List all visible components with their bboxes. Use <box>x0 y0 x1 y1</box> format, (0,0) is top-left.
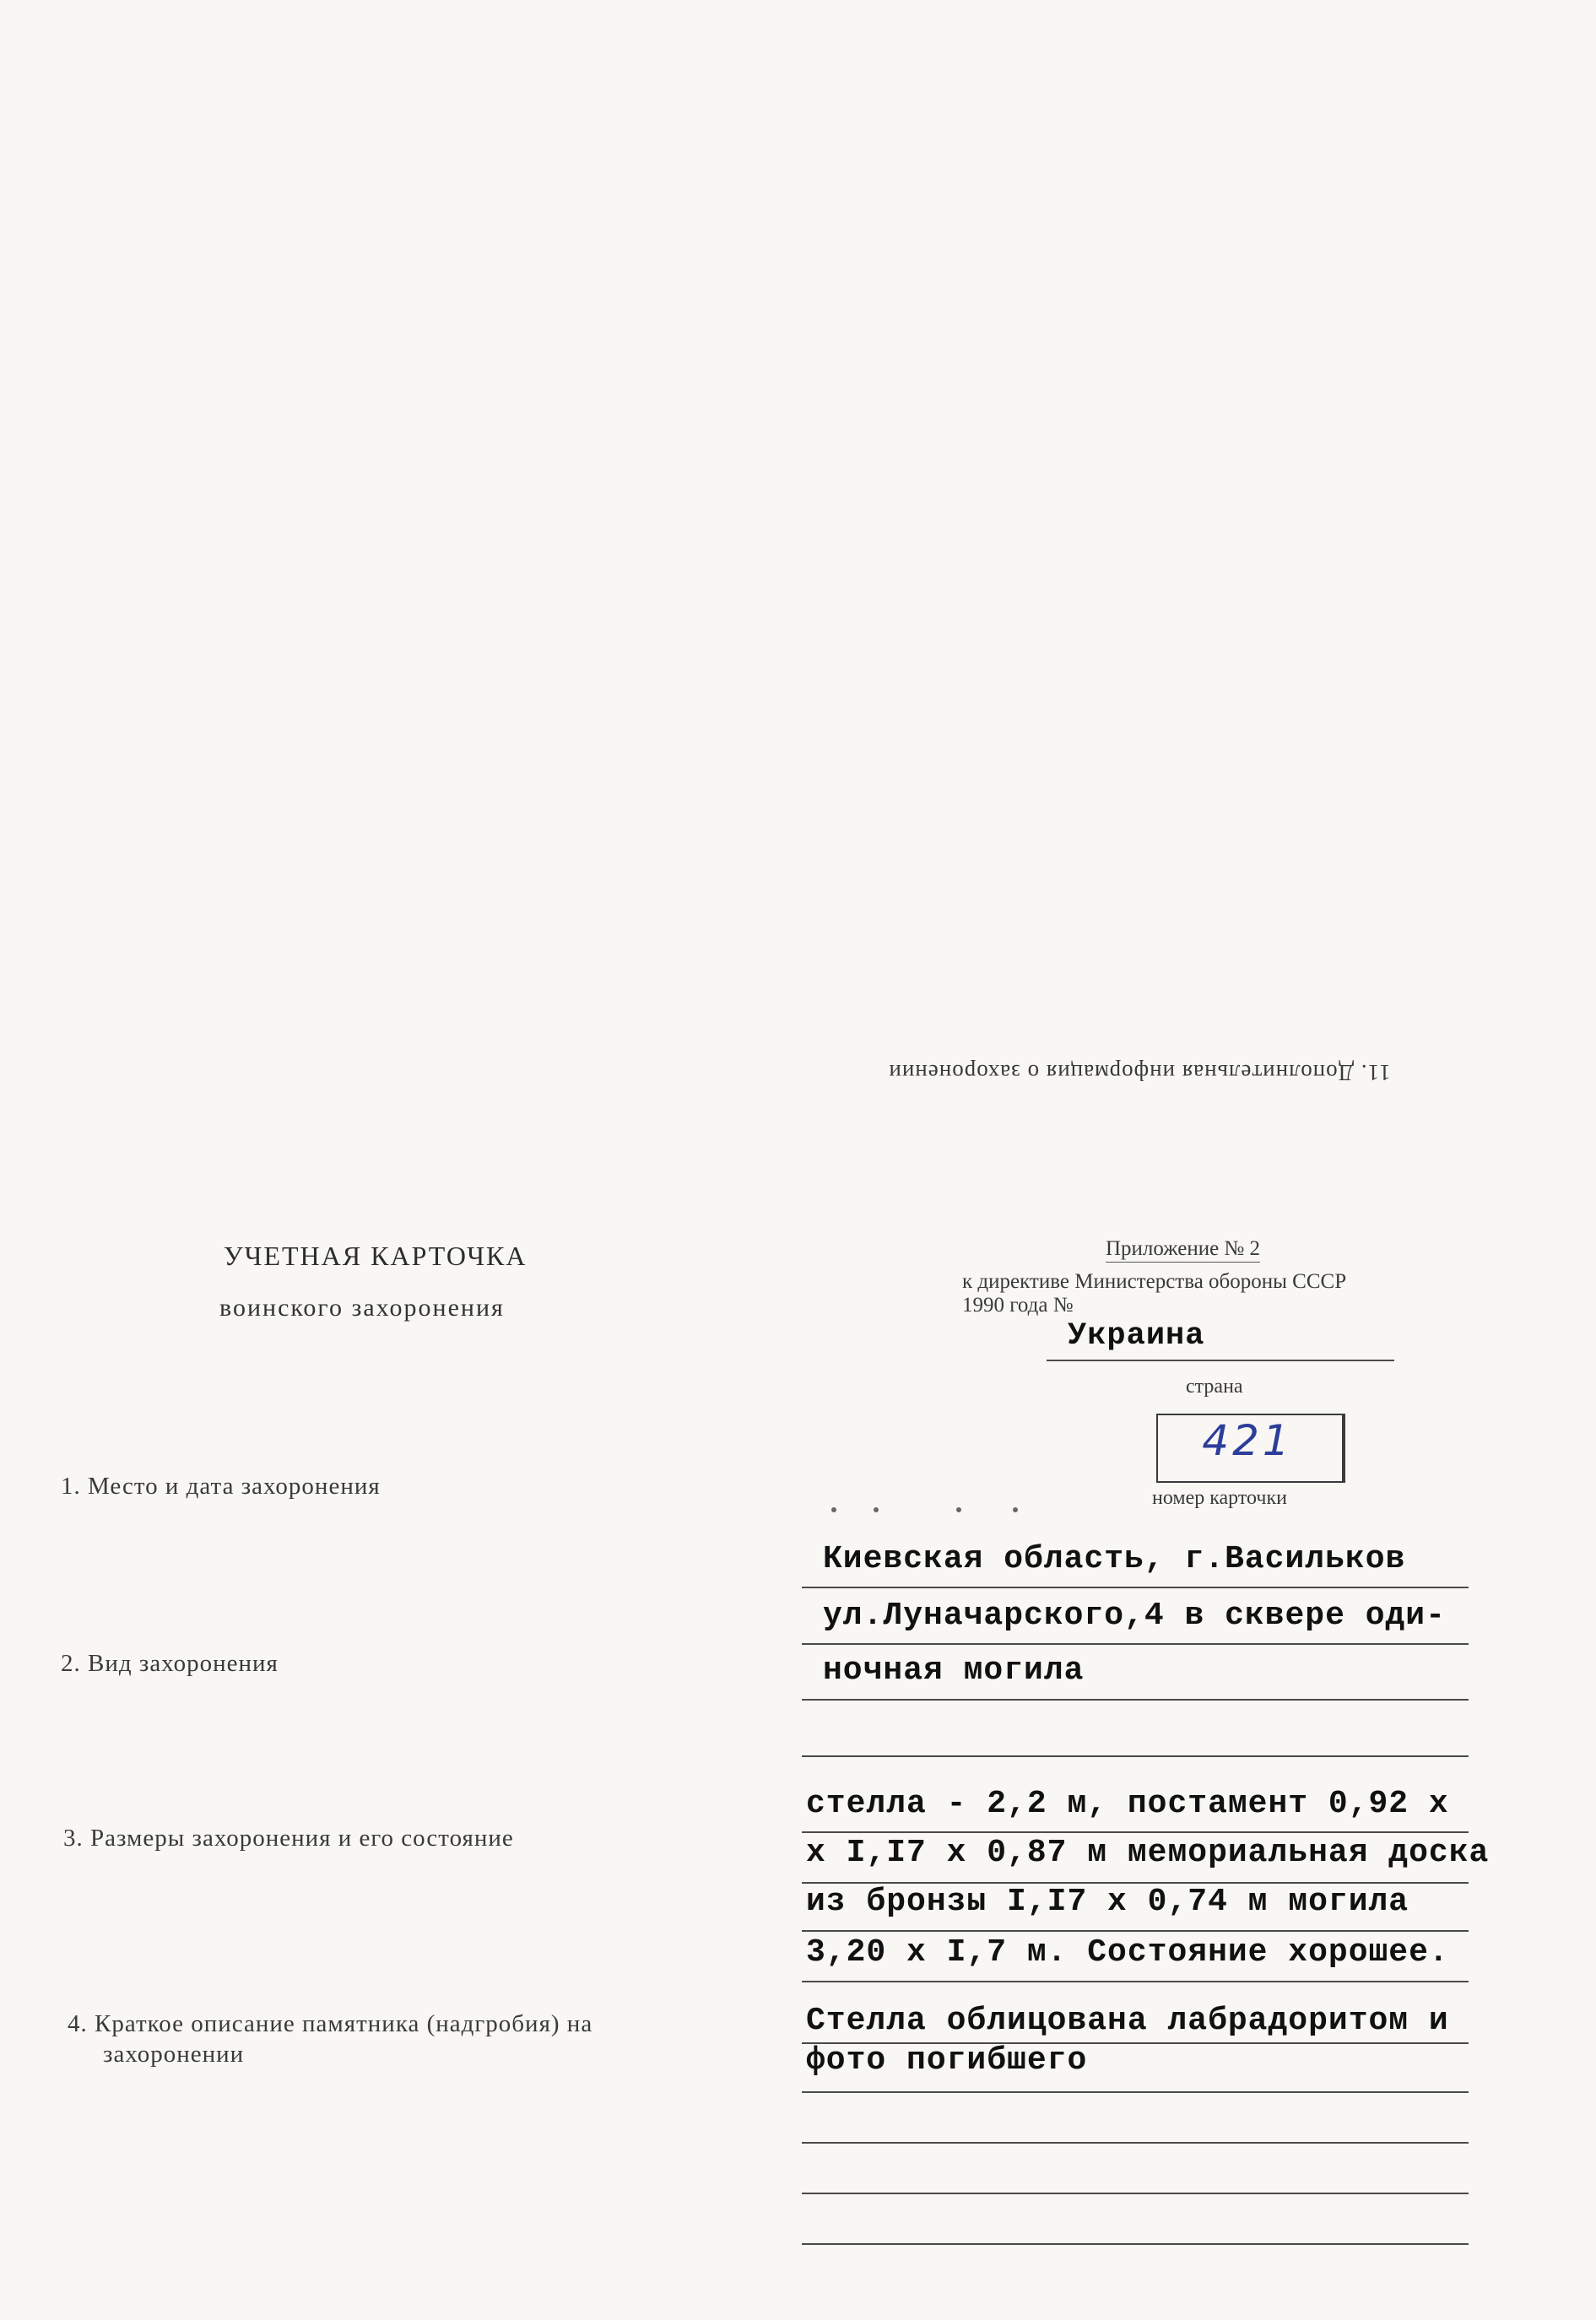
size-line-2: х I,I7 х 0,87 м мемориальная доска <box>806 1835 1490 1871</box>
field-4-label <box>68 2009 592 2069</box>
field-1-label <box>61 1471 381 1501</box>
field-1-text: Место и дата захоронения <box>88 1473 381 1500</box>
appendix-label: Приложение № 2 <box>1106 1237 1260 1263</box>
desc-line-2: фото погибшего <box>806 2042 1088 2079</box>
type-line-1: ночная могила <box>823 1652 1085 1689</box>
card-subtitle: воинского захоронения <box>219 1294 505 1322</box>
entry-underline <box>802 2193 1469 2194</box>
upside-down-heading: 11. Дополнительная информация о захоронении <box>888 1060 1391 1085</box>
directive-text <box>962 1270 1346 1317</box>
entry-underline <box>802 1755 1469 1757</box>
entry-underline <box>802 2243 1469 2245</box>
dot-mark <box>831 1507 836 1512</box>
card-number-caption: номер карточки <box>1152 1487 1287 1509</box>
size-line-4: 3,20 х I,7 м. Состояние хорошее. <box>806 1934 1449 1971</box>
card-number-handwritten: 421 <box>1202 1416 1293 1465</box>
entry-underline <box>802 1643 1469 1645</box>
desc-line-1: Стелла облицована лабрадоритом и <box>806 2003 1449 2039</box>
place-line-1: Киевская область, г.Васильков <box>823 1541 1406 1577</box>
entry-underline <box>802 1587 1469 1588</box>
size-line-1: стелла - 2,2 м, постамент 0,92 х <box>806 1786 1449 1822</box>
field-3-text: Размеры захоронения и его состояние <box>90 1825 514 1852</box>
field-4-text-line-2: захоронении <box>103 2041 245 2068</box>
size-line-3: из бронзы I,I7 х 0,74 м могила <box>806 1884 1409 1920</box>
entry-underline <box>802 2142 1469 2144</box>
country-caption: страна <box>1186 1376 1243 1398</box>
country-underline <box>1047 1360 1394 1361</box>
field-2-number: 2. <box>61 1650 81 1677</box>
field-2-text: Вид захоронения <box>88 1650 279 1677</box>
dot-mark <box>1013 1507 1018 1512</box>
field-3-label <box>63 1823 514 1853</box>
field-2-label <box>61 1648 279 1679</box>
field-4-number: 4. <box>68 2010 88 2037</box>
directive-line-1: к директиве Министерства обороны СССР <box>962 1270 1347 1293</box>
field-3-number: 3. <box>63 1825 84 1852</box>
place-line-2: ул.Луначарского,4 в сквере оди- <box>823 1598 1446 1634</box>
field-1-number: 1. <box>61 1473 81 1500</box>
country-value: Украина <box>1068 1318 1205 1354</box>
dot-mark <box>956 1507 961 1512</box>
entry-underline <box>802 1831 1469 1833</box>
entry-underline <box>802 1981 1469 1982</box>
field-4-text-line-1: Краткое описание памятника (надгробия) на <box>95 2010 593 2037</box>
entry-underline <box>802 2091 1469 2093</box>
dot-mark <box>874 1507 879 1512</box>
entry-underline <box>802 1699 1469 1701</box>
entry-underline <box>802 1930 1469 1932</box>
card-title: УЧЕТНАЯ КАРТОЧКА <box>224 1241 527 1271</box>
directive-line-2: 1990 года № <box>962 1294 1074 1317</box>
